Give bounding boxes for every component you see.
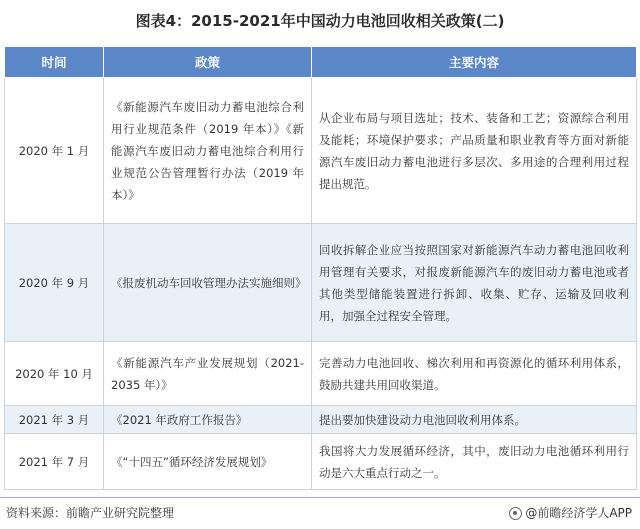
brand-credit	[509, 504, 632, 521]
row-policy: 《新能源汽车产业发展规划（2021-2035 年）》	[104, 342, 312, 406]
row-content: 回收拆解企业应当按照国家对新能源汽车动力蓄电池回收利用管理有关要求，对报废新能源汽车的废旧动力蓄电池或者其他类型储能装置进行拆卸、收集、贮存、运输及回收利用，加强全过程安全管理。	[312, 224, 637, 342]
table-row	[5, 342, 637, 406]
row-time: 2020 年 9 月	[5, 224, 104, 342]
table-row	[5, 224, 637, 342]
header-policy: 政策	[104, 47, 312, 78]
source-note: 资料来源：前瞻产业研究院整理	[6, 506, 175, 520]
row-time: 2021 年 3 月	[5, 406, 104, 434]
footer	[0, 497, 640, 526]
table-row	[5, 434, 637, 490]
chart-title: 图表4：2015-2021年中国动力电池回收相关政策(二)	[135, 12, 505, 30]
table-header-row	[5, 47, 637, 78]
row-time: 2020 年 1 月	[5, 78, 104, 224]
row-policy: 《报废机动车回收管理办法实施细则》	[104, 224, 312, 342]
brand-text: @前瞻经济学人APP	[525, 506, 632, 520]
row-content: 提出要加快建设动力电池回收利用体系。	[312, 406, 637, 434]
row-policy: 《“十四五”循环经济发展规划》	[104, 434, 312, 490]
header-time: 时间	[5, 47, 104, 78]
row-content: 我国将大力发展循环经济，其中，废旧动力电池循环利用行动是六大重点行动之一。	[312, 434, 637, 490]
qianzhan-logo-icon	[509, 507, 522, 520]
row-content: 完善动力电池回收、梯次利用和再资源化的循环利用体系，鼓励共建共用回收渠道。	[312, 342, 637, 406]
row-time: 2020 年 10 月	[5, 342, 104, 406]
row-time: 2021 年 7 月	[5, 434, 104, 490]
row-policy: 《新能源汽车废旧动力蓄电池综合利用行业规范条件（2019 年本）》《新能源汽车废旧动力蓄电池综合利用行业规范公告管理暂行办法（2019 年本）》	[104, 78, 312, 224]
policy-table	[4, 46, 637, 490]
table-row	[5, 78, 637, 224]
table-row	[5, 406, 637, 434]
row-policy: 《2021 年政府工作报告》	[104, 406, 312, 434]
row-content: 从企业布局与项目选址；技术、装备和工艺；资源综合利用及能耗；环境保护要求；产品质量和职业教育等方面对新能源汽车废旧动力蓄电池进行多层次、多用途的合理利用过程提出规范。	[312, 78, 637, 224]
header-content: 主要内容	[312, 47, 637, 78]
